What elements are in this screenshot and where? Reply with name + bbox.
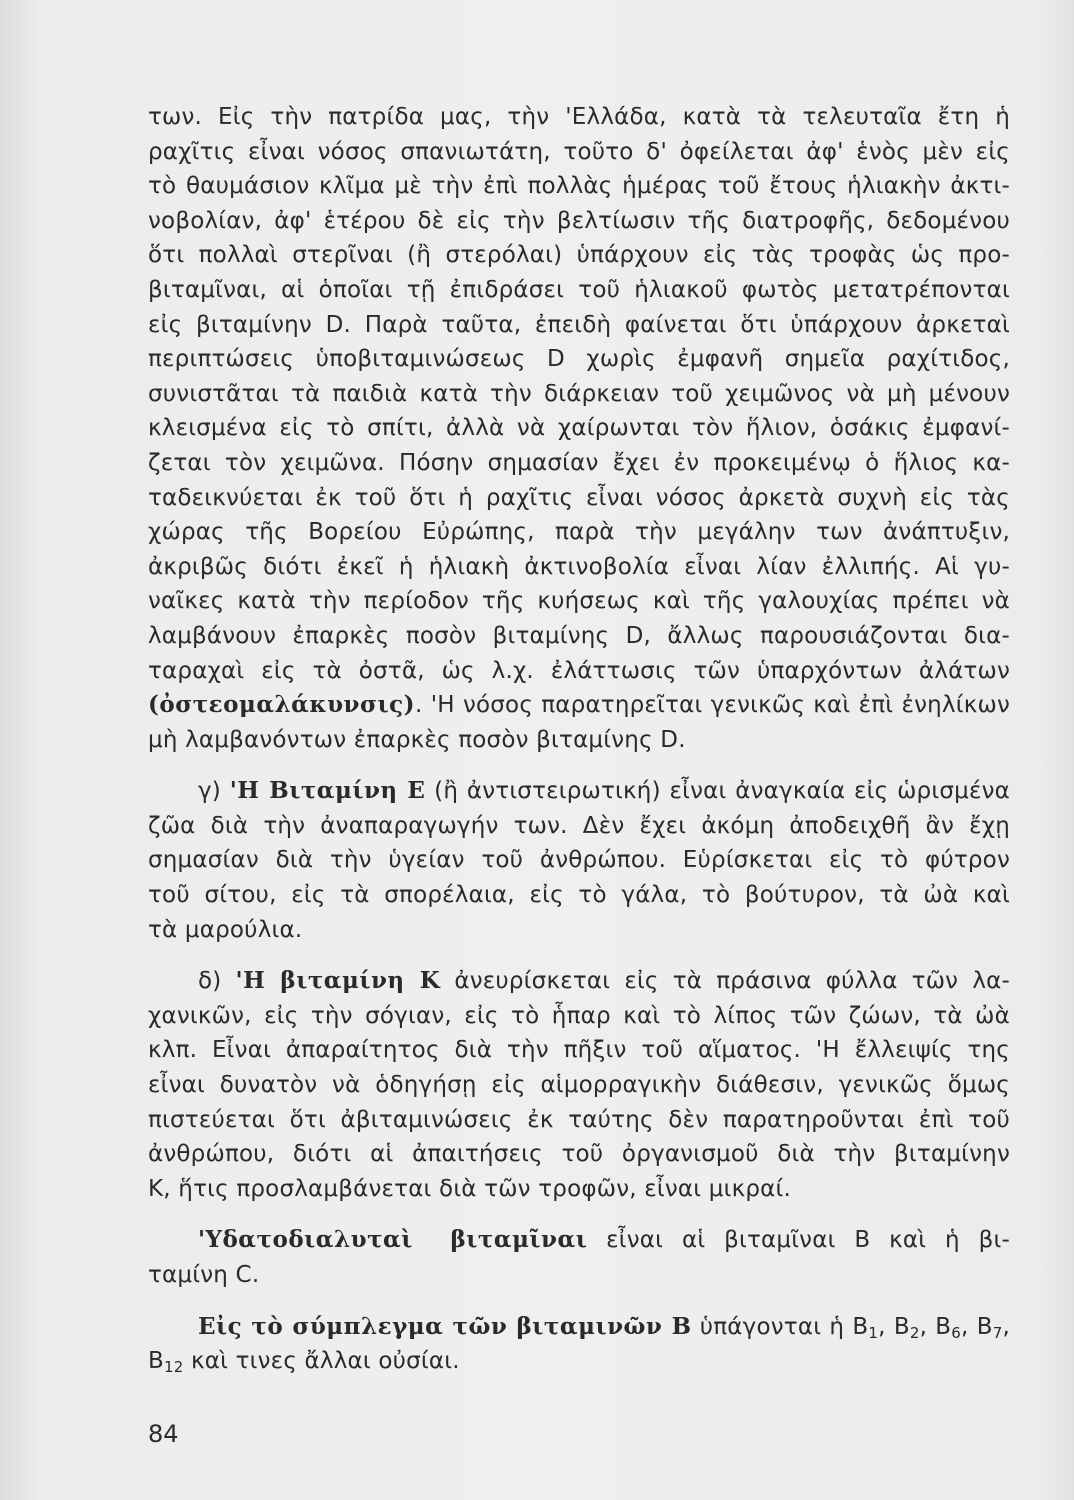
text-line <box>148 688 1010 723</box>
paragraph-b-complex <box>148 1310 1010 1379</box>
paragraph-vitamin-e <box>148 774 1010 947</box>
text-line: κλεισμένα εἰς τὸ σπίτι, ἀλλὰ νὰ χαίρωνται τὸν ἥλιον, ὁσάκις ἐμφανί- <box>148 415 1010 442</box>
subscript: 1 <box>868 1323 879 1342</box>
text-run: , Β <box>878 1313 910 1340</box>
text-line: ταραχαὶ εἰς τὰ ὀστᾶ, ὡς λ.χ. ἐλάττωσις τῶν ὑπαρχόντων ἀλάτων <box>148 657 1010 684</box>
text-line: τὸ θαυμάσιον κλῖμα μὲ τὴν ἐπὶ πολλὰς ἡμέρας τοῦ ἔτους ἡλιακὴν ἀκτι- <box>148 173 1010 200</box>
text-line: ζῶα διὰ τὴν ἀναπαραγωγήν των. Δὲν ἔχει ἀκόμη ἀποδειχθῆ ἂν ἔχῃ <box>148 812 1010 839</box>
text-run: . 'Η νόσος παρατηρεῖται γενικῶς καὶ ἐπὶ ἐνηλίκων <box>414 692 1010 719</box>
text-line: εἶναι δυνατὸν νὰ ὁδηγήσῃ εἰς αἱμορραγικὴν διάθεσιν, γενικῶς ὅμως <box>148 1072 1010 1099</box>
text-line: λαμβάνουν ἐπαρκὲς ποσὸν βιταμίνης D, ἄλλως παρουσιάζονται δια- <box>148 622 1010 649</box>
text-line: ταδεικνύεται ἐκ τοῦ ὅτι ἡ ραχῖτις εἶναι νόσος ἀρκετὰ συχνὴ εἰς τὰς <box>148 484 1010 511</box>
item-marker: δ) <box>198 968 236 995</box>
text-line: των. Εἰς τὴν πατρίδα μας, τὴν 'Ελλάδα, κατὰ τὰ τελευταῖα ἔτη ἡ <box>148 104 1010 130</box>
heading-vitamin-e: 'Η Βιταμίνη Ε <box>229 777 426 805</box>
text-line: ἀκριβῶς διότι ἐκεῖ ἡ ἡλιακὴ ἀκτινοβολία εἶναι λίαν ἐλλιπής. Αἱ γυ- <box>148 553 1010 580</box>
subscript: 7 <box>992 1323 1003 1342</box>
text-line: ραχῖτις εἶναι νόσος σπανιωτάτη, τοῦτο δ' ὀφείλεται ἀφ' ἑνὸς μὲν εἰς <box>148 138 1010 165</box>
item-marker: γ) <box>198 778 230 805</box>
text-line: περιπτώσεις ὑποβιταμινώσεως D χωρὶς ἐμφανῆ σημεῖα ραχίτιδος, <box>148 346 1010 373</box>
text-line: ἀνθρώπου, διότι αἱ ἀπαιτήσεις τοῦ ὀργανισμοῦ διὰ τὴν βιταμίνην <box>148 1141 1010 1168</box>
text-line: Κ, ἥτις προσλαμβάνεται διὰ τῶν τροφῶν, εἶναι μικραί. <box>148 1175 792 1202</box>
heading-vitamin-k: 'Η βιταμίνη Κ <box>235 967 441 995</box>
paragraph-vitamin-k <box>148 964 1010 1206</box>
text-line: μὴ λαμβανόντων ἐπαρκὲς ποσὸν βιταμίνης D. <box>148 726 686 753</box>
text-line: κλπ. Εἶναι ἀπαραίτητος διὰ τὴν πῆξιν τοῦ αἵματος. 'Η ἔλλειψίς της <box>148 1037 1010 1064</box>
text-line: συνιστᾶται τὰ παιδιὰ κατὰ τὴν διάρκειαν τοῦ χειμῶνος νὰ μὴ μένουν <box>148 380 1010 407</box>
text-line <box>148 1344 1010 1379</box>
term-osteomalacia: (ὀστεομαλάκυνσις) <box>148 691 415 719</box>
text-run: (ἢ ἀντιστειρωτική) εἶναι ἀναγκαία εἰς ὡρισμένα <box>425 778 1010 805</box>
paragraph-vitamin-d <box>148 100 1010 757</box>
text-line: βιταμῖναι, αἱ ὁποῖαι τῇ ἐπιδράσει τοῦ ἡλιακοῦ φωτὸς μετατρέπονται <box>148 276 1010 303</box>
text-line: χανικῶν, εἰς τὴν σόγιαν, εἰς τὸ ἧπαρ καὶ τὸ λίπος τῶν ζώων, τὰ ὠὰ <box>148 1002 1010 1029</box>
text-line: ζεται τὸν χειμῶνα. Πόσην σημασίαν ἔχει ἐν προκειμένῳ ὁ ἥλιος κα- <box>148 449 1010 476</box>
text-line: νοβολίαν, ἀφ' ἑτέρου δὲ εἰς τὴν βελτίωσιν τῆς διατροφῆς, δεδομένου <box>148 207 1010 234</box>
text-run: εἶναι αἱ βιταμῖναι Β καὶ ἡ βι- <box>587 1227 1010 1254</box>
text-run: , Β <box>919 1313 952 1340</box>
text-line: τὰ μαρούλια. <box>148 916 303 943</box>
text-run: καὶ τινες ἄλλαι οὐσίαι. <box>183 1348 460 1375</box>
text-line: ναῖκες κατὰ τὴν περίοδον τῆς κυήσεως καὶ τῆς γαλουχίας πρέπει νὰ <box>148 588 1010 615</box>
subscript: 2 <box>909 1323 920 1342</box>
heading-water-soluble: 'Υδατοδιαλυταὶ <box>198 1226 413 1254</box>
text-run: ὑπάγονται ἡ Β <box>691 1313 869 1340</box>
text-line: χώρας τῆς Βορείου Εὐρώπης, παρὰ τὴν μεγάλην των ἀνάπτυξιν, <box>148 519 1010 546</box>
heading-b-complex: Εἰς τὸ σύμπλεγμα τῶν βιταμινῶν Β <box>198 1312 692 1340</box>
subscript: 6 <box>951 1323 962 1342</box>
text-line <box>148 1223 1010 1258</box>
subscript: 12 <box>163 1358 184 1377</box>
text-line <box>148 774 1010 809</box>
text-run: ἀνευρίσκεται εἰς τὰ πράσινα φύλλα τῶν λα- <box>440 968 1011 995</box>
heading-vitamins: βιταμῖναι <box>450 1226 588 1254</box>
text-line: ταμίνη C. <box>148 1262 260 1288</box>
text-run: Β <box>148 1348 164 1375</box>
text-line: πιστεύεται ὅτι ἀβιταμινώσεις ἐκ ταύτης δὲν παρατηροῦνται ἐπὶ τοῦ <box>148 1106 1010 1133</box>
text-line <box>148 1310 1010 1345</box>
page-number: 84 <box>148 1420 179 1448</box>
text-run: , <box>1002 1313 1010 1340</box>
paragraph-water-soluble <box>148 1223 1010 1292</box>
text-line <box>148 964 1010 999</box>
text-line: τοῦ σίτου, εἰς τὰ σπορέλαια, εἰς τὸ γάλα, τὸ βούτυρον, τὰ ὠὰ καὶ <box>148 882 1010 909</box>
text-line: ὅτι πολλαὶ στερῖναι (ἢ στερόλαι) ὑπάρχουν εἰς τὰς τροφὰς ὡς προ- <box>148 242 1010 269</box>
text-line: εἰς βιταμίνην D. Παρὰ ταῦτα, ἐπειδὴ φαίνεται ὅτι ὑπάρχουν ἀρκεταὶ <box>148 311 1010 338</box>
text-run: , Β <box>961 1313 993 1340</box>
text-line: σημασίαν διὰ τὴν ὑγείαν τοῦ ἀνθρώπου. Εὑρίσκεται εἰς τὸ φύτρον <box>148 847 1010 874</box>
page-body-text <box>148 100 1010 1379</box>
